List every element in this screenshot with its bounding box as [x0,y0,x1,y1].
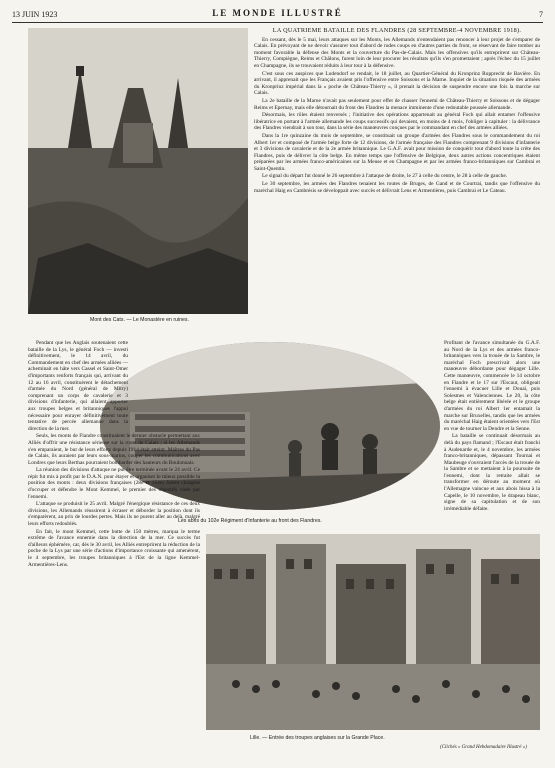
paragraph: Le signal du départ fut donné le 26 septembre à l'attaque de droite, le 27 à celle du centre, le 28 à celle de gauche. [262,173,508,180]
article-title: LA QUATRIÈME BATAILLE DES FLANDRES (28 SEPTEMBRE-4 NOVEMBRE 1918). [272,28,522,34]
photo-mont-des-cats [28,28,248,314]
page-header [12,8,543,22]
caption-lille: Lille. — Entrée des troupes anglaises sur la Grande Place. [250,735,385,741]
paragraph: L'attaque se produisit le 25 avril. Malgré l'énergique résistance de ces deux divisions, les Allemands réussirent à écraser et déborder la position dont ils s'emparèrent, au prix de lourdes pertes. Mais ils ne purent aller au delà, malgré leurs efforts redoublés. [28,501,200,528]
paragraph: Dans la 1re quinzaine du mois de septembre, se constituait un groupe d'armées des Flandres sous le commandement du roi Albert 1er et composé de l'armée belge forte de 12 divisions, de l'armée française des Flandres comprenant 9 divisions d'infanterie et 3 divisions de cavalerie et de la 2e armée britannique. Le G.A.F. avait pour mission de conquérir tout d'abord toute la crête des Flandres, puis de délivrer la côte belge. En même temps que l'offensive de Belgique, deux autres actions concentriques étaient préparées par les armées franco-américaines sur la Meuse et en Champagne et par les armées franco-britanniques sur Cambrai et Saint-Quentin. [254,132,540,172]
photo-lille [206,534,540,730]
paragraph: C'est sous ces auspices que Ludendorf se rendait, le 18 juillet, au Quartier-Général du Kronprinz Rupprecht de Bavière. En arrivant, il apprenait que les Français avaient pris l'offensive entre Soissons et la Marne. Inquiet de la situation risquée des armées du Kronprinz impérial dans la « poche de Château-Thierry », il prenait la décision de suspendre encore une fois la marche sur Calais. [254,70,540,97]
paragraph: Désormais, les rôles étaient renversés ; l'initiative des opérations appartenait au général Foch qui allait entamer l'offensive libératrice en portant à l'armée allemande les coups successifs qui devaient, en moins de 4 mois, l'obliger à capituler : la délivrance des Flandres viendrait à son tour, dans la série des manœuvres conçues par le commandant en chef des armées alliées. [254,112,540,132]
paragraph: La bataille se continuait désormais au delà du pays flamand ; l'Escaut était franchi à Audenarde et, le 4 novembre, les armées franco-britanniques, dépassant Tournai et Maubeuge s'ouvraient l'accès de la trouée de la Sambre et se mettaient à la poursuite de l'ennemi, dont la retraite allait se transformer en déroute au moment où l'Allemagne vaincue et aux abois hissa à la Capelle, le 10 novembre, le drapeau blanc, signe de sa capitulation et de son irrémédiable défaite. [444,433,540,512]
issue-date: 13 JUIN 1923 [12,10,58,19]
paragraph: En fait, le mont Kemmel, cette butte de 150 mètres, marqua le terme extrême de l'avance ennemie dans la direction de la mer. Ce succès fut d'ailleurs éphémère, car, dès le 30 avril, les Alliés entreprirent la réduction de la poche de la Lys par une série d'actions d'importance croissante qui amenèrent, le 4 septembre, les troupes britanniques à l'Est de la ligne Kemmel-Armentières-Lens. [28,528,200,568]
article-column-left [28,340,200,760]
journal-title: LE MONDE ILLUSTRÉ [212,8,343,18]
paragraph: La réunion des divisions d'attaque ne put être terminée avant le 24 avril. Ce répit fut mis à profit par le D.A.N. pour étayer et organiser le mieux possible la position des monts : deux divisions françaises (28e et 154e) furent chargées d'occuper et défendre le Mont Kemmel, le premier des objectifs visés par l'ennemi. [28,467,200,500]
header-rule [12,22,543,23]
paragraph: Pendant que les Anglais soutenaient cette bataille de la Lys, le général Foch — investi définitivement, le 14 avril, du Commandement en chef des armées alliées — acheminait en hâte vers Cassel et Saint-Omer d'importants renforts français qui, arrivant du 12 au 16 avril, constituèrent le détachement d'armée du Nord (général de Mitry) comprenant un corps de cavalerie et 3 divisions d'infanterie, qui allaient apporter aux troupes belges et britanniques l'appui nécessaire pour enrayer définitivement toute tentative de percée allemande dans la direction de la mer. [28,340,128,432]
paragraph: Profitant de l'avance simultanée du G.A.F. au Nord de la Lys et des armées franco-britanniques vers la trouée de la Sambre, le maréchal Foch prescrivait alors une manœuvre débordante pour dégager Lille. Cette manœuvre, commencée le 14 octobre en Flandre et le 17 sur l'Escaut, obligeait l'ennemi à évacuer Lille et Douai, puis Solesmes et Valenciennes. Le 20, la côte belge était entièrement libérée et le groupe d'armées du roi Albert 1er entamait la marche sur Bruxelles, tandis que les armées du maréchal Haig étaient orientées vers l'Est en vue de tourner la Dendre et la Senne. [444,340,540,432]
photo-credit: (Clichés « Grand Hebdomadaire Illustré ») [440,745,527,750]
caption-mont-des-cats: Mont des Cats. — Le Monastère en ruines. [90,317,189,323]
paragraph: La 2e bataille de la Marne n'avait pas seulement pour effet de chasser l'ennemi de Château-Thierry et Soissons et de dégager Reims et Epernay, mais elle détournait du front des Flandres la menace imminente d'une redoutable poussée allemande. [254,97,540,111]
caption-abris: Les abris du 102e Régiment d'Infanterie au front des Flandres. [178,518,322,524]
paragraph: Le 30 septembre, les armées des Flandres tenaient les routes de Bruges, de Gand et de Courtrai, tandis que l'offensive du maréchal Haig en Cambrésis se développait avec succès et délivrait Lens et Armentières, puis Cambrai et Le Cateau. [254,181,540,194]
article-column-right [254,28,540,338]
page-number: 7 [539,10,543,19]
paragraph: Seuls, les monts de Flandre constituaient le dernier obstacle permettant aux Alliés d'offrir une résistance sérieuse sur la route de Calais ; si les Allemands s'en emparaient, le but de leurs efforts depuis 1914 était atteint. Maîtres du Pas de Calais, ils auraient par leurs sous-marins, couper les communications avec Londres que leurs Berthas pourraient bombarder des hauteurs du Boulonnais. [28,433,200,466]
paragraph: En cessant, dès le 5 mai, leurs attaques sur les Monts, les Allemands n'entendaient pas renoncer à leur projet de s'emparer de Calais. En prévoyant de ne devoir s'assurer tout d'abord de rudes coups en d'autres parties du front, se réservant de faire tomber au moment favorable la défense des Monts et la couverture du Pas-de-Calais. Mais les offensives qu'ils entreprirent sur Château-Thierry, Compiègne, Reims et Châlons, furent loin de leur procurer les résultats qu'ils s'en promettaient ; après l'échec du 15 juillet en Champagne, ils se trouvaient réduits à leur tour à la défensive. [254,36,540,69]
